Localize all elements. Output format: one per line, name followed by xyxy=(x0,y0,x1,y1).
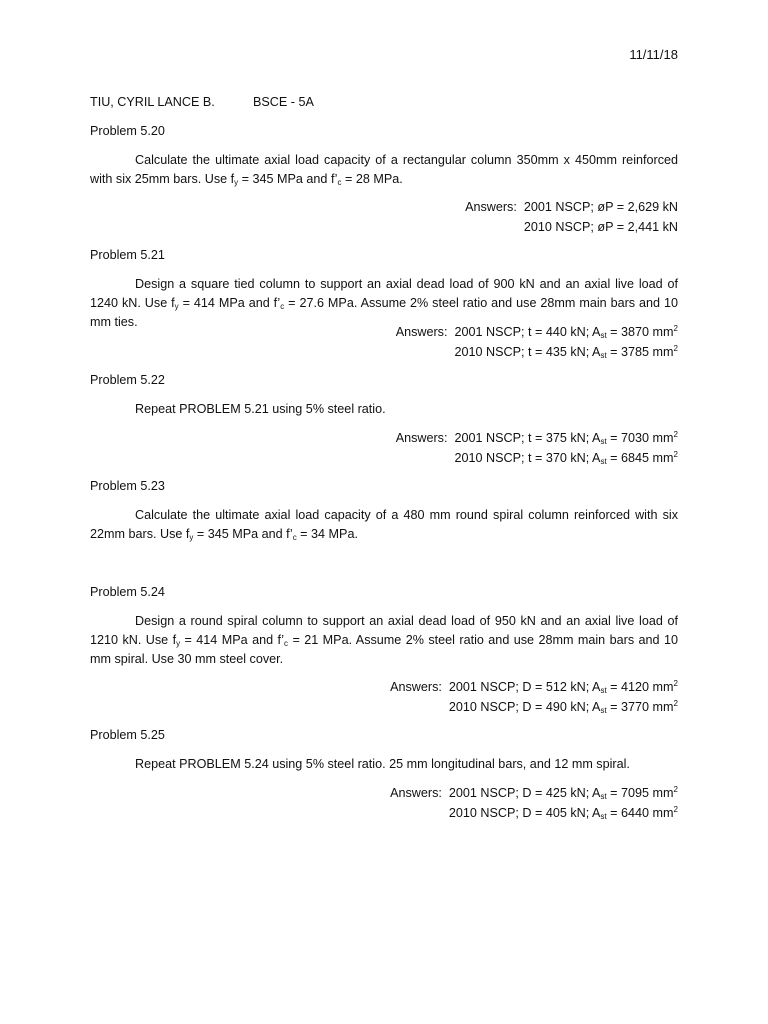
answers-block xyxy=(465,198,678,237)
student-name: TIU, CYRIL LANCE B. xyxy=(90,95,215,109)
problem-statement: Design a round spiral column to support an axial dead load of 950 kN and an axial live load of 1210 kN. Use $f_y = 414$ MPa and $f’_c = 21$ MPa. Assume 2% steel ratio and use 28mm main bars and 10 mm spiral. Use 30 mm steel cover. xyxy=(90,614,678,666)
answer-line: 2010 NSCP; t = 370 kN; $A_{st} = 6845$ $mm^2$ xyxy=(454,449,678,466)
answer-line: 2010 NSCP; øP = 2,441 kN xyxy=(523,219,678,234)
answer-line: 2010 NSCP; D = 405 kN; $A_{st} = 6440$ $mm^2$ xyxy=(448,804,678,821)
problem-statement: Repeat PROBLEM 5.21 using 5% steel ratio. xyxy=(135,402,386,416)
answer-line: 2010 NSCP; D = 490 kN; $A_{st} = 3770$ $mm^2$ xyxy=(448,698,678,715)
document-date: 11/11/18 xyxy=(629,47,678,62)
answer-line: Answers: 2001 NSCP; D = 512 kN; $A_{st} = 4120$ $mm^2$ xyxy=(390,679,678,695)
answer-line: Answers: 2001 NSCP; t = 440 kN; $A_{st} = 3870$ $mm^2$ xyxy=(395,324,678,340)
problem-title: Problem 5.21 xyxy=(90,248,165,262)
problem-title: Problem 5.25 xyxy=(90,728,165,742)
answer-line: Answers: 2001 NSCP; D = 425 kN; $A_{st} = 7095$ $mm^2$ xyxy=(390,785,678,801)
answers-block xyxy=(390,678,678,717)
problem-statement: Design a square tied column to support an axial dead load of 900 kN and an axial live load of 1240 kN. Use $f_y = 414$ MPa and $f’_c = 27.6$ MPa. Assume 2% steel ratio and use 28mm main bars and 10 mm ties. xyxy=(90,277,678,329)
problem-statement: Calculate the ultimate axial load capacity of a rectangular column 350mm x 450mm reinforced with six 25mm bars. Use $f_y = 345$ MPa and $f’_c = 28$ MPa. xyxy=(90,153,678,187)
problem-title: Problem 5.24 xyxy=(90,585,165,599)
problem-title: Problem 5.20 xyxy=(90,124,165,138)
answers-block xyxy=(390,784,678,823)
answer-line: 2010 NSCP; t = 435 kN; $A_{st} = 3785$ $mm^2$ xyxy=(454,343,678,360)
problem-title: Problem 5.22 xyxy=(90,373,165,387)
answer-line: Answers: 2001 NSCP; øP = 2,629 kN xyxy=(465,200,678,214)
student-course: BSCE - 5A xyxy=(253,95,314,109)
problem-statement: Repeat PROBLEM 5.24 using 5% steel ratio. 25 mm longitudinal bars, and 12 mm spiral. xyxy=(135,757,630,771)
answers-block xyxy=(396,323,678,362)
problem-statement: Calculate the ultimate axial load capacity of a 480 mm round spiral column reinforced with six 22mm bars. Use $f_y = 345$ MPa and $f’_c = 34$ MPa. xyxy=(90,508,678,542)
problem-title: Problem 5.23 xyxy=(90,479,165,493)
answer-line: Answers: 2001 NSCP; t = 375 kN; $A_{st} = 7030$ $mm^2$ xyxy=(395,430,678,446)
answers-block xyxy=(396,429,678,468)
